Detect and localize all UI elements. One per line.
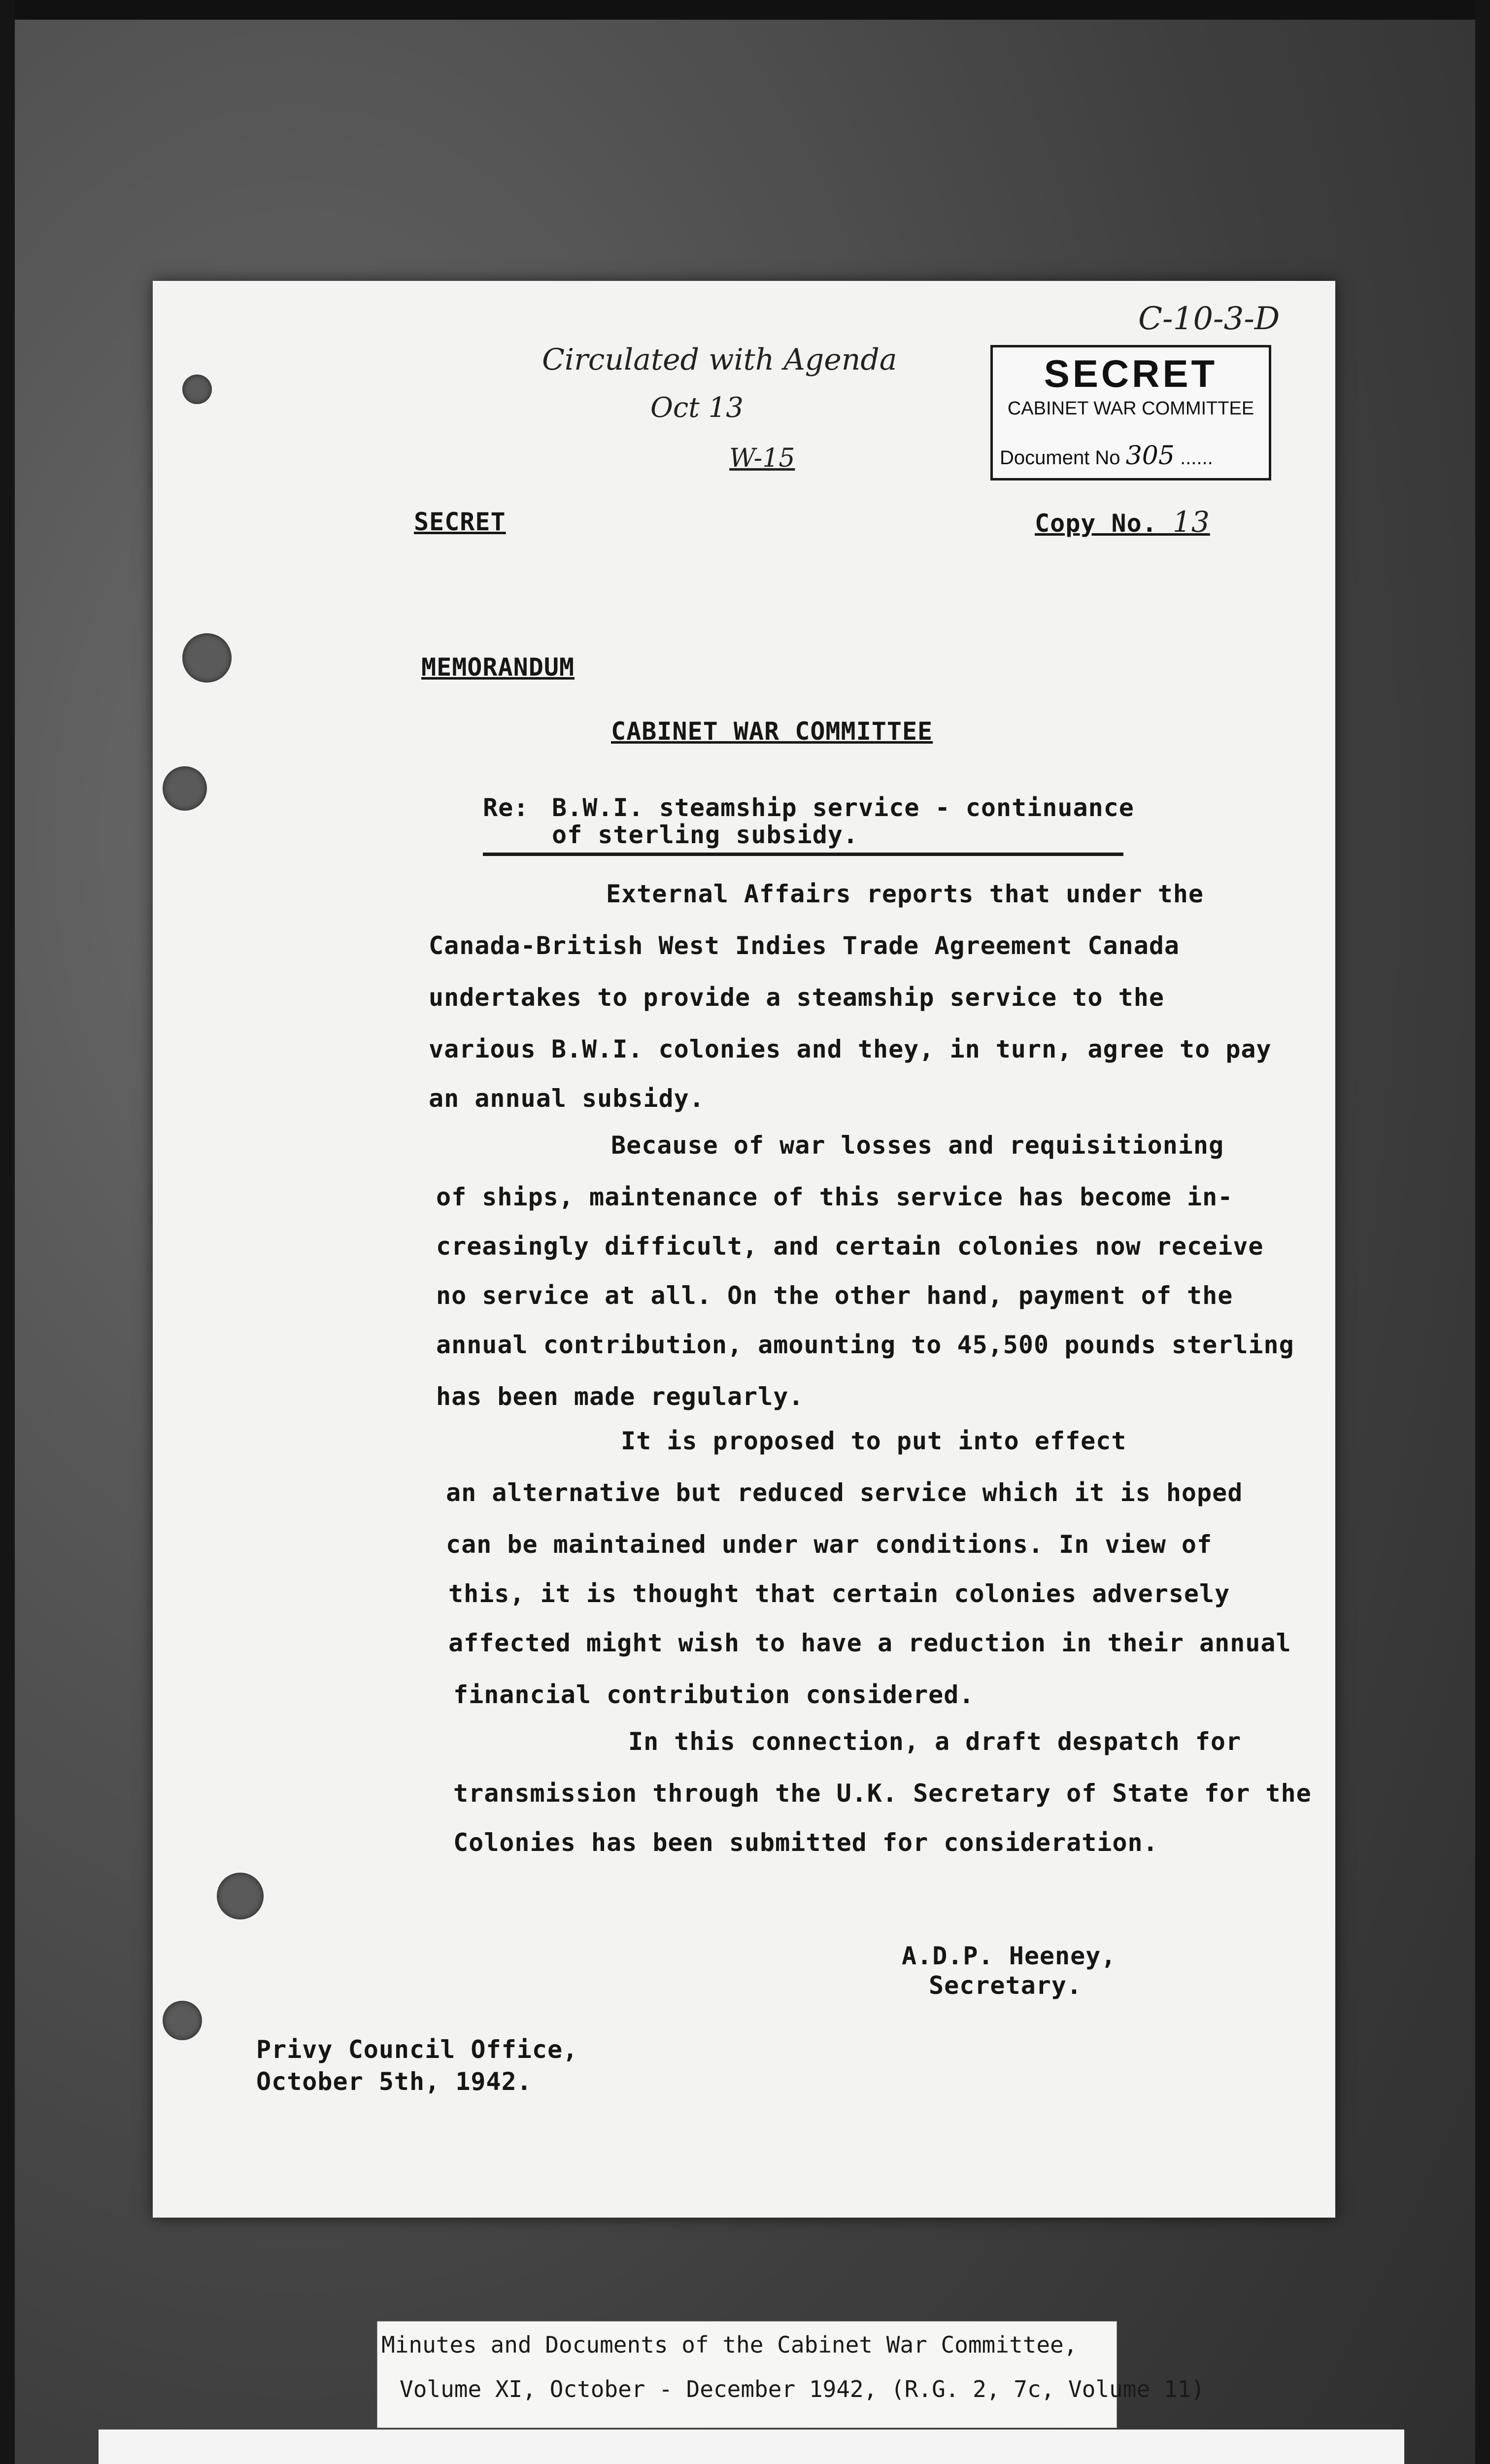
- paragraph-1-line: undertakes to provide a steamship service to the: [429, 983, 1164, 1012]
- paragraph-2-line: creasingly difficult, and certain colonies now receive: [436, 1232, 1264, 1261]
- origin-office: Privy Council Office,: [256, 2035, 578, 2064]
- punch-hole: [182, 633, 232, 683]
- punch-hole: [163, 766, 207, 811]
- paragraph-4-line: transmission through the U.K. Secretary of State for the: [453, 1779, 1312, 1808]
- copy-number-line: [1035, 505, 1210, 539]
- punch-hole: [217, 1873, 264, 1919]
- paragraph-2-line: has been made regularly.: [436, 1382, 804, 1411]
- film-edge-left: [0, 0, 15, 2464]
- caption-line-2: Volume XI, October - December 1942, (R.G. 2, 7c, Volume 11): [400, 2376, 1205, 2402]
- recipient-heading: CABINET WAR COMMITTEE: [611, 717, 933, 746]
- paragraph-2-line: no service at all. On the other hand, payment of the: [436, 1281, 1233, 1310]
- subject-underline: [483, 853, 1123, 856]
- memorandum-heading: MEMORANDUM: [421, 653, 575, 682]
- paragraph-1-line: an annual subsidy.: [429, 1084, 705, 1113]
- paragraph-1-line: Canada-British West Indies Trade Agreement Canada: [429, 931, 1180, 960]
- stamp-dots: ......: [1180, 447, 1213, 469]
- archive-caption: [377, 2321, 1205, 2428]
- copy-label: Copy No.: [1035, 509, 1157, 538]
- subject-line1: B.W.I. steamship service - continuance: [552, 793, 1134, 822]
- caption-line-1: Minutes and Documents of the Cabinet War Committee,: [381, 2331, 1078, 2358]
- film-edge-top: [0, 0, 1490, 20]
- handwritten-note-line2: Oct 13: [650, 392, 744, 424]
- signature-title: Secretary.: [929, 1971, 1083, 2000]
- paragraph-4-line: Colonies has been submitted for consideration.: [453, 1828, 1158, 1857]
- paragraph-1-line: various B.W.I. colonies and they, in turn, agree to pay: [429, 1035, 1272, 1063]
- film-edge-right: [1475, 0, 1490, 2464]
- paragraph-3-line: financial contribution considered.: [453, 1680, 975, 1709]
- paragraph-2-line: of ships, maintenance of this service has become in-: [436, 1183, 1233, 1211]
- punch-hole: [182, 375, 212, 404]
- stamp-document-line: [1000, 441, 1213, 471]
- secret-stamp: [990, 345, 1271, 480]
- subject-re: Re:: [483, 793, 529, 822]
- origin-date: October 5th, 1942.: [256, 2067, 532, 2096]
- stamp-subtitle: CABINET WAR COMMITTEE: [1007, 398, 1254, 419]
- public-archives-card: [99, 2430, 1404, 2464]
- paragraph-4-line: In this connection, a draft despatch for: [628, 1727, 1242, 1756]
- paragraph-3-line: this, it is thought that certain colonies adversely: [448, 1579, 1230, 1608]
- paragraph-3-line: can be maintained under war conditions. In view of: [446, 1530, 1213, 1559]
- memorandum-page: [153, 281, 1335, 2218]
- classification-label: SECRET: [414, 508, 506, 536]
- stamp-document-label: Document No: [1000, 447, 1120, 469]
- handwritten-note-line3: W-15: [729, 444, 795, 473]
- handwritten-note-line1: Circulated with Agenda: [542, 342, 897, 377]
- signature-name: A.D.P. Heeney,: [902, 1942, 1117, 1970]
- paragraph-2-line: annual contribution, amounting to 45,500 pounds sterling: [436, 1331, 1294, 1359]
- subject-line2: of sterling subsidy.: [552, 821, 859, 849]
- paragraph-3-line: It is proposed to put into effect: [621, 1427, 1127, 1455]
- paragraph-3-line: affected might wish to have a reduction in their annual: [448, 1629, 1291, 1657]
- stamp-title: SECRET: [1044, 352, 1218, 395]
- punch-hole: [163, 2001, 202, 2040]
- paragraph-2-line: Because of war losses and requisitioning: [611, 1131, 1224, 1160]
- stamp-document-number: 305: [1125, 441, 1175, 471]
- copy-number: 13: [1172, 505, 1210, 539]
- reference-number: C-10-3-D: [1138, 301, 1280, 337]
- paragraph-1-line: External Affairs reports that under the: [606, 880, 1204, 908]
- paragraph-3-line: an alternative but reduced service which it is hoped: [446, 1478, 1243, 1507]
